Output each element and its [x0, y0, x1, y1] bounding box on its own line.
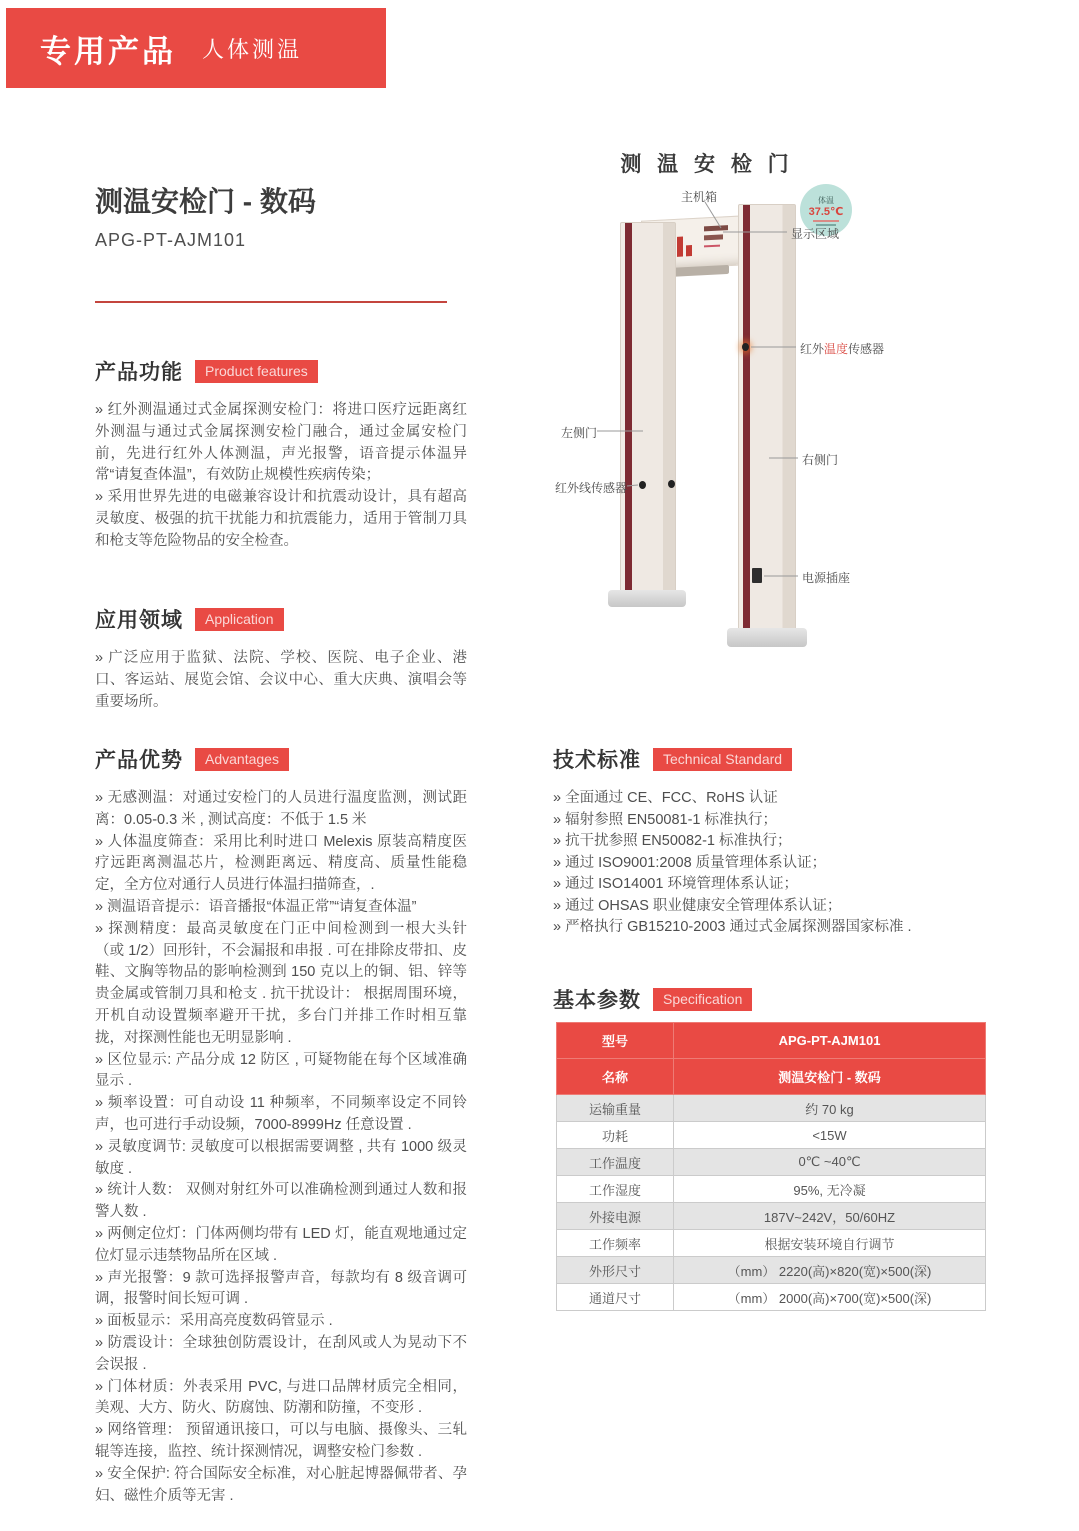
spec-label-cell: 工作温度: [557, 1149, 674, 1176]
badge-temperature: 37.5℃: [808, 205, 844, 218]
advantages-list: [95, 788, 467, 1507]
spec-value-cell: 测温安检门 - 数码: [674, 1059, 986, 1095]
label-ir-sensor: 红外线传感器: [555, 481, 628, 495]
label-power-socket: 电源插座: [802, 571, 851, 585]
label-part: 传感器: [848, 342, 885, 356]
bullet-item: » 辐射参照 EN50081-1 标准执行；: [553, 811, 778, 828]
label-display-area: 显示区域: [791, 227, 840, 241]
bullet-item: » 频率设置：可自动设 11 种频率，不同频率设定不同铃声，也可进行手动设频，7000-8999Hz 任意设置 .: [95, 1095, 467, 1133]
label-part-red: 温度: [824, 342, 849, 356]
spec-label-cell: 工作湿度: [557, 1176, 674, 1203]
bullet-item: » 两侧定位灯：门体两侧均带有 LED 灯，能直观地通过定位灯显示违禁物品所在区域 .: [95, 1225, 467, 1264]
spec-value-cell: 0℃ ~40℃: [674, 1149, 986, 1176]
label-main-unit: 主机箱: [681, 190, 718, 204]
spec-table-row: [557, 1230, 986, 1257]
spec-label-cell: 工作频率: [557, 1230, 674, 1257]
label-ir-temp-sensor: [800, 340, 884, 357]
spec-value-cell: 187V~242V，50/60HZ: [674, 1203, 986, 1230]
bullet-item: » 安全保护: 符合国际安全标准，对心脏起博器佩带者、孕妇、磁性介质等无害 .: [95, 1465, 467, 1504]
section-title-zh: 产品功能: [95, 361, 183, 384]
product-model: APG-PT-AJM101: [95, 230, 247, 250]
section-title-en-tag: Product features: [195, 360, 318, 383]
bullet-item: » 面板显示：采用高亮度数码管显示 .: [95, 1313, 333, 1330]
bullet-item: » 测温语音提示：语音播报“体温正常”“请复查体温”: [95, 898, 417, 915]
section-header: [95, 356, 467, 386]
spec-table-row: [557, 1257, 986, 1284]
section-specification: [553, 984, 993, 1014]
section-title-zh: 应用领域: [95, 609, 183, 632]
section-title-zh: 技术标准: [553, 749, 641, 772]
bullet-item: » 统计人数： 双侧对射红外可以准确检测到通过人数和报警人数 .: [95, 1182, 467, 1221]
bullet-item: » 全面通过 CE、FCC、RoHS 认证: [553, 790, 778, 806]
bullet-item: » 人体温度筛查：采用比利时进口 Melexis 原装高精度医疗远距离测温芯片，检测距离远、精度高、质量性能稳定，全方位对通行人员进行体温扫描筛查，.: [95, 833, 467, 894]
badge-fineprint-line: [813, 220, 839, 222]
label-left-door: 左侧门: [561, 426, 598, 440]
spec-label-cell: 外形尺寸: [557, 1257, 674, 1284]
bullet-item: » 无感测温：对通过安检门的人员进行温度监测，测试距离：0.05-0.3 米 , 测试高度：不低于 1.5 米: [95, 790, 467, 828]
section-title-en-tag: Advantages: [195, 748, 289, 771]
section-application: [95, 604, 467, 713]
bullet-item: » 门体材质：外表采用 PVC, 与进口品牌材质完全相同，美观、大方、防火、防腐蚀、防潮和防撞，不变形 .: [95, 1378, 467, 1417]
leader-lines: [553, 140, 993, 670]
section-product-features: [95, 356, 467, 553]
bullet-item: » 通过 OHSAS 职业健康安全管理体系认证；: [553, 897, 842, 914]
spec-table-row: [557, 1122, 986, 1149]
section-title-en-tag: Application: [195, 608, 284, 631]
diagram-title: 测 温 安 检 门: [620, 153, 794, 176]
bullet-item: » 网络管理： 预留通讯接口，可以与电脑、摄像头、三轧辊等连接，监控、统计探测情况，调整安检门参数 .: [95, 1422, 467, 1460]
bullet-item: » 区位显示: 产品分成 12 防区 , 可疑物能在每个区域准确显示 .: [95, 1051, 467, 1090]
label-right-door: 右侧门: [802, 453, 839, 467]
bullet-item: » 灵敏度调节: 灵敏度可以根据需要调整 , 共有 1000 级灵敏度 .: [95, 1138, 467, 1177]
section-advantages: [95, 744, 467, 1507]
bullet-item: » 通过 ISO9001:2008 质量管理体系认证；: [553, 854, 827, 871]
spec-label-cell: 型号: [557, 1023, 674, 1059]
spec-value-cell: 约 70 kg: [674, 1095, 986, 1122]
spec-value-cell: APG-PT-AJM101: [674, 1023, 986, 1059]
spec-table: [556, 1022, 986, 1311]
spec-table-row: [557, 1203, 986, 1230]
section-header: [95, 604, 467, 634]
divider-rule: [95, 301, 447, 303]
section-header: [95, 744, 467, 774]
application-list: [95, 648, 467, 713]
spec-table-row: [557, 1176, 986, 1203]
bullet-item: » 抗干扰参照 EN50082-1 标准执行；: [553, 833, 792, 849]
label-part: 红外: [800, 342, 825, 356]
features-list: [95, 400, 467, 553]
bullet-item: » 探测精度：最高灵敏度在门正中间检测到一根大头针（或 1/2）回形针，不会漏报和串报 . 可在排除皮带扣、皮鞋、文胸等物品的影响检测到 150 克以上的铜、铝、锌等贵金属或管制刀具和枪支 . 抗干扰设计： 根据周围环境，开机自动设置频率避开干扰，多台门并排工作时相互靠拢，对探测性能也无明显影响 .: [95, 920, 467, 1046]
bullet-item: » 采用世界先进的电磁兼容设计和抗震动设计，具有超高灵敏度、极强的抗干扰能力和抗震能力，适用于管制刀具和枪支等危险物品的安全检查。: [95, 489, 467, 549]
section-header: [553, 744, 993, 774]
bullet-item: » 声光报警：9 款可选择报警声音，每款均有 8 级音调可调，报警时间长短可调 .: [95, 1269, 467, 1308]
section-technical-standard: [553, 744, 993, 939]
spec-value-cell: <15W: [674, 1122, 986, 1149]
banner-subtitle: 人体测温: [202, 36, 303, 62]
product-title: 测温安检门 - 数码: [95, 186, 316, 217]
standards-list: [553, 788, 993, 939]
door-diagram: [553, 140, 993, 670]
bullet-item: » 通过 ISO14001 环境管理体系认证；: [553, 876, 798, 892]
spec-table-row: [557, 1059, 986, 1095]
bullet-item: » 防震设计：全球独创防震设计，在刮风或人为晃动下不会误报 .: [95, 1334, 467, 1373]
spec-value-cell: （mm） 2000(高)×700(宽)×500(深): [674, 1284, 986, 1311]
badge-label: 体温: [818, 195, 834, 205]
bullet-item: » 红外测温通过式金属探测安检门：将进口医疗远距离红外测温与通过式金属探测安检门融合，通过金属安检门前，先进行红外人体测温，声光报警，语音提示体温异常“请复查体温”，有效防止规模性疾病传染；: [95, 402, 467, 484]
spec-value-cell: 95%, 无冷凝: [674, 1176, 986, 1203]
spec-label-cell: 功耗: [557, 1122, 674, 1149]
section-title-zh: 基本参数: [553, 989, 641, 1012]
section-title-en-tag: Technical Standard: [653, 748, 792, 771]
spec-table-row: [557, 1023, 986, 1059]
section-title-zh: 产品优势: [95, 749, 183, 772]
spec-value-cell: 根据安装环境自行调节: [674, 1230, 986, 1257]
banner-title: 专用产品: [40, 33, 176, 69]
section-title-en-tag: Specification: [653, 988, 752, 1011]
spec-label-cell: 名称: [557, 1059, 674, 1095]
spec-table-row: [557, 1149, 986, 1176]
spec-table-row: [557, 1095, 986, 1122]
section-header: [553, 984, 993, 1014]
bullet-item: » 严格执行 GB15210-2003 通过式金属探测器国家标准 .: [553, 919, 912, 935]
bullet-item: » 广泛应用于监狱、法院、学校、医院、电子企业、港口、客运站、展览会馆、会议中心、重大庆典、演唱会等重要场所。: [95, 650, 467, 710]
spec-label-cell: 通道尺寸: [557, 1284, 674, 1311]
spec-table-row: [557, 1284, 986, 1311]
category-banner: [6, 8, 386, 88]
spec-label-cell: 运输重量: [557, 1095, 674, 1122]
spec-value-cell: （mm） 2220(高)×820(宽)×500(深): [674, 1257, 986, 1284]
spec-label-cell: 外接电源: [557, 1203, 674, 1230]
